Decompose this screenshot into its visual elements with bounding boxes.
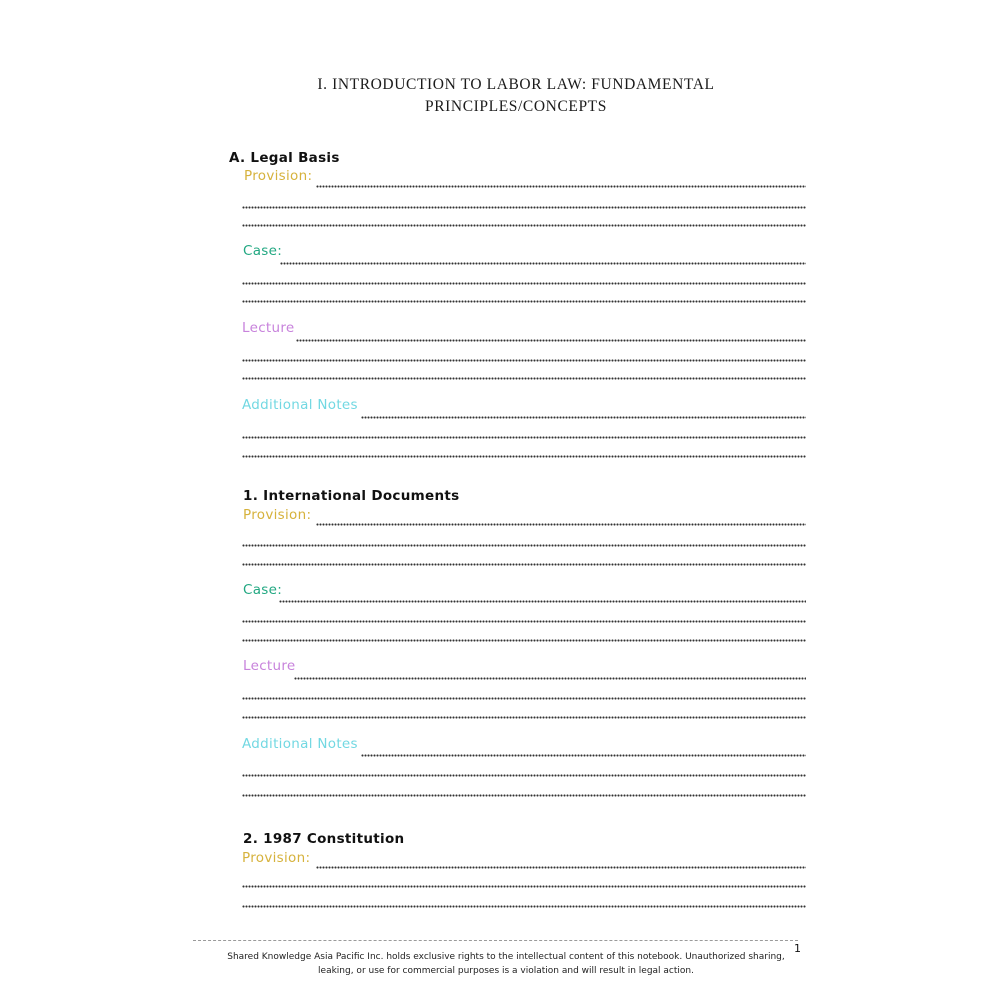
writing-line[interactable] — [242, 794, 806, 797]
writing-line[interactable] — [294, 677, 806, 680]
writing-line[interactable] — [242, 563, 806, 566]
writing-line[interactable] — [242, 639, 806, 642]
section-heading-legal-basis: A. Legal Basis — [229, 150, 340, 166]
provision-label: Provision: — [243, 507, 312, 523]
writing-line[interactable] — [242, 697, 806, 700]
footer-line-2: leaking, or use for commercial purposes is a violation and will result in legal action. — [318, 966, 694, 976]
section-heading-1987-constitution: 2. 1987 Constitution — [243, 831, 405, 847]
additional-notes-label: Additional Notes — [242, 397, 358, 413]
writing-line[interactable] — [242, 300, 806, 303]
provision-label: Provision: — [244, 168, 313, 184]
writing-line[interactable] — [242, 716, 806, 719]
lecture-label: Lecture — [242, 320, 295, 336]
footer-disclaimer — [226, 950, 786, 978]
writing-line[interactable] — [242, 885, 806, 888]
footer-divider — [193, 940, 798, 941]
writing-line[interactable] — [242, 359, 806, 362]
writing-line[interactable] — [316, 523, 806, 526]
page-title — [250, 74, 782, 118]
page-number: 1 — [794, 942, 801, 955]
case-label: Case: — [243, 243, 283, 259]
writing-line[interactable] — [242, 224, 806, 227]
writing-line[interactable] — [296, 339, 806, 342]
writing-line[interactable] — [242, 436, 806, 439]
writing-line[interactable] — [280, 262, 806, 265]
writing-line[interactable] — [242, 774, 806, 777]
writing-line[interactable] — [279, 600, 806, 603]
additional-notes-label: Additional Notes — [242, 736, 358, 752]
case-label: Case: — [243, 582, 283, 598]
writing-line[interactable] — [242, 282, 806, 285]
writing-line[interactable] — [242, 377, 806, 380]
writing-line[interactable] — [361, 754, 806, 757]
provision-label: Provision: — [242, 850, 311, 866]
title-line-2: PRINCIPLES/CONCEPTS — [425, 98, 607, 115]
writing-line[interactable] — [242, 905, 806, 908]
section-heading-international-documents: 1. International Documents — [243, 488, 460, 504]
lecture-label: Lecture — [243, 658, 296, 674]
writing-line[interactable] — [316, 185, 806, 188]
writing-line[interactable] — [242, 206, 806, 209]
writing-line[interactable] — [242, 620, 806, 623]
writing-line[interactable] — [361, 416, 806, 419]
writing-line[interactable] — [242, 455, 806, 458]
title-line-1: I. INTRODUCTION TO LABOR LAW: FUNDAMENTAL — [317, 76, 715, 93]
writing-line[interactable] — [316, 866, 806, 869]
footer-line-1: Shared Knowledge Asia Pacific Inc. holds exclusive rights to the intellectual content of this notebook. Unauthorized sharing, — [227, 952, 785, 962]
writing-line[interactable] — [242, 544, 806, 547]
